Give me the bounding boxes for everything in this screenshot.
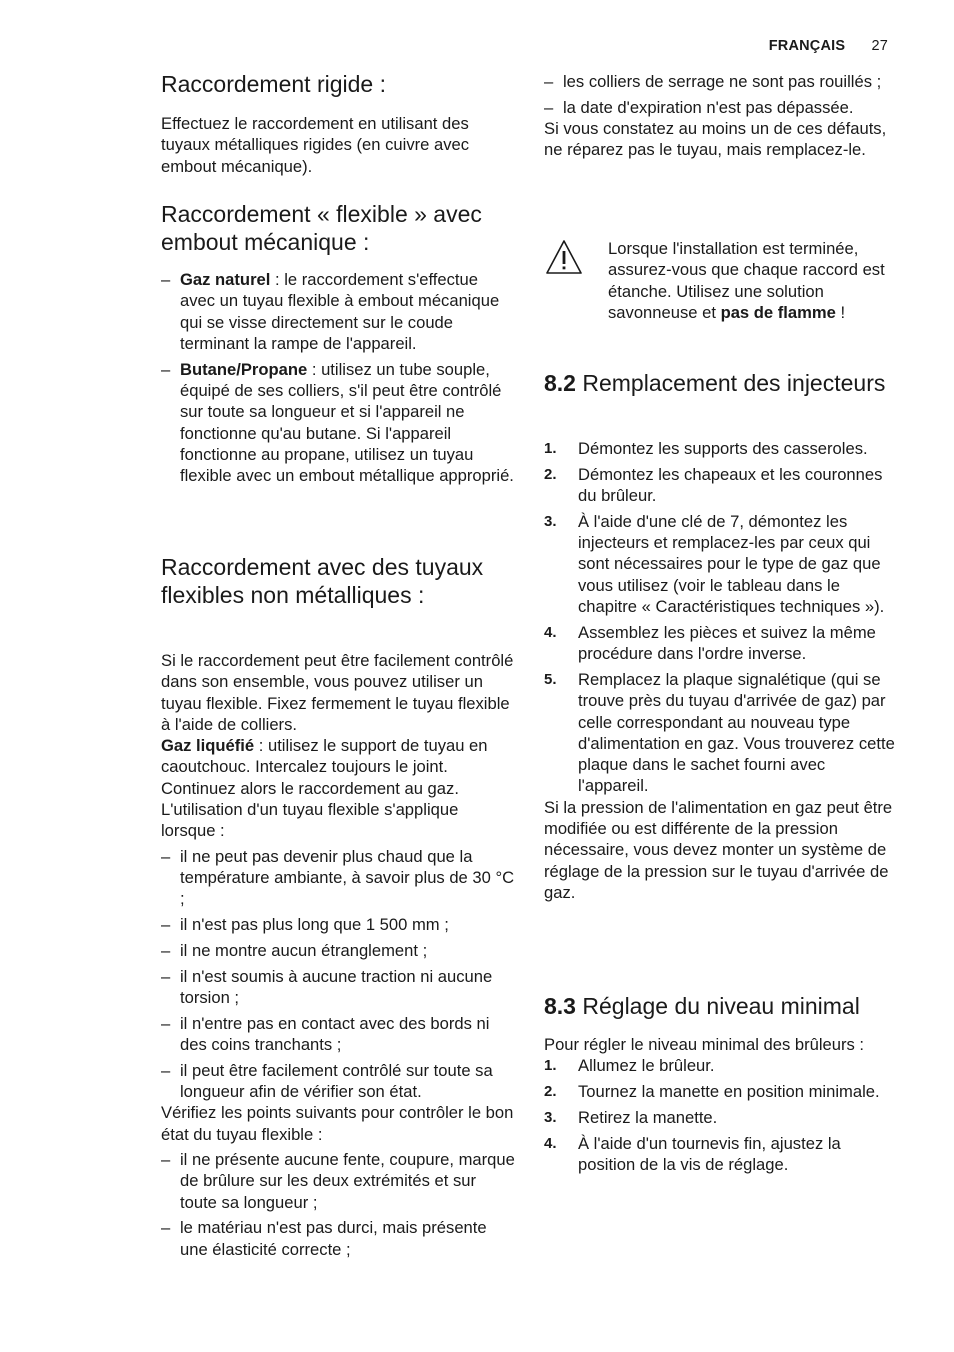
gas-type-label: Butane/Propane [180,359,308,379]
paragraph: Si la pression de l'alimentation en gaz peut être modifiée ou est différente de la pression nécessaire, vous devez monter un système de réglage de la pression sur le tuyau d'arrivée de gaz. [544,797,893,902]
step-text: Assemblez les pièces et suivez la même procédure dans l'ordre inverse. [578,622,876,664]
injectors-steps [544,438,896,797]
warning-text-end: ! [835,302,846,322]
right-top-content [544,71,896,161]
list-item: – il ne présente aucune fente, coupure, marque de brûlure sur les deux extrémités et sur toute sa longueur ; [161,1149,516,1213]
step-number: 3. [544,1108,557,1126]
section-number: 8.2 [544,370,576,396]
step-item [544,464,896,507]
step-number: 4. [544,1134,557,1152]
list-item: – il n'entre pas en contact avec des bords ni des coins tranchants ; [161,1013,516,1056]
list-item: – il n'est soumis à aucune traction ni aucune torsion ; [161,966,516,1009]
paragraph [161,735,516,841]
warning-triangle-icon [544,238,608,323]
section-title-non-metal: Raccordement avec des tuyaux flexibles non métalliques : [161,554,484,608]
warning-text [608,238,896,323]
step-text: À l'aide d'un tournevis fin, ajustez la position de la vis de réglage. [578,1133,841,1174]
step-item [544,622,896,665]
gas-type-label: Gaz liquéfié [161,736,255,756]
list-item: – il peut être facilement contrôlé sur toute sa longueur afin de vérifier son état. [161,1060,516,1103]
step-number: 4. [544,623,557,641]
paragraph: Si le raccordement peut être facilement contrôlé dans son ensemble, vous pouvez utiliser un tuyau flexible. Fixez fermement le tuyau flexible à l'aide de colliers. [161,651,514,734]
section-title-8-3 [544,993,896,1021]
list-item: – les colliers de serrage ne sont pas rouillés ; [544,71,896,92]
step-number: 2. [544,465,557,483]
list-item: – il n'est pas plus long que 1 500 mm ; [161,914,516,935]
paragraph-text: : utilisez le support de tuyau en caoutchouc. Intercalez toujours le joint. Continuez alors le raccordement au gaz. L'utilisation d'un tuyau flexible s'applique lorsque : [161,736,488,841]
step-item [544,1107,896,1128]
section-title-flexible-mechanical: Raccordement « flexible » avec embout mécanique : [161,201,482,255]
list-item: – la date d'expiration n'est pas dépassée. [544,97,896,118]
warning-emphasis: pas de flamme [720,302,836,322]
non-metal-content [161,650,516,1265]
page-number: 27 [871,38,888,54]
step-item [544,1081,896,1102]
section-title-text: Réglage du niveau minimal [575,993,860,1019]
step-text: Tournez la manette en position minimale. [578,1082,880,1102]
paragraph: Pour régler le niveau minimal des brûleurs : [544,1035,865,1054]
rigid-body: Effectuez le raccordement en utilisant des tuyaux métalliques rigides (en cuivre avec embout mécanique). [161,114,470,176]
step-item [544,1133,896,1176]
page-header [769,38,888,54]
step-item [544,438,896,459]
step-number: 5. [544,670,557,688]
list-item [161,359,516,487]
list-item: – le matériau n'est pas durci, mais présente une élasticité correcte ; [161,1217,516,1260]
step-item [544,511,896,617]
flexible-mechanical-list [161,269,516,491]
section-number: 8.3 [544,993,576,1019]
list-item: – il ne peut pas devenir plus chaud que la température ambiante, à savoir plus de 30 °C ; [161,846,516,910]
step-text: Démontez les supports des casseroles. [578,439,868,458]
warning-text-main: Lorsque l'installation est terminée, assurez-vous que chaque raccord est étanche. Utilisez une solution savonneuse et [608,239,885,322]
section-title-text: Remplacement des injecteurs [575,370,886,396]
step-item [544,669,896,797]
warning-box [544,238,896,323]
checks-list-continued [544,71,896,118]
language-label: FRANÇAIS [768,38,846,54]
step-item [544,1055,896,1076]
list-item [161,269,516,354]
list-item: – il ne montre aucun étranglement ; [161,940,516,961]
section-title-8-2 [544,370,896,398]
step-text: À l'aide d'une clé de 7, démontez les injecteurs et remplacez-les par ceux qui sont nécessaires pour le type de gaz que vous utilisez (voir le tableau dans le chapitre « Caractéristiques techniques »). [578,511,885,617]
checks-list [161,1149,516,1260]
min-level-steps [544,1055,896,1175]
paragraph: Si vous constatez au moins un de ces défauts, ne réparez pas le tuyau, mais remplacez-le. [544,119,887,160]
step-number: 1. [544,1057,557,1075]
step-text: Allumez le brûleur. [578,1056,715,1076]
injectors-content [544,438,896,903]
step-number: 2. [544,1083,557,1101]
step-number: 3. [544,512,557,530]
list-item-text: : utilisez un tube souple, équipé de ses colliers, s'il peut être contrôlé sur toute sa longueur et si l'appareil ne fonctionne qu'au butane. Si l'appareil fonctionne au propane, utilisez un tuyau flexible avec un embout métallique approprié. [180,359,514,486]
step-text: Retirez la manette. [578,1107,718,1127]
step-text: Remplacez la plaque signalétique (qui se trouve près du tuyau d'arrivée de gaz) par celle correspondant au nouveau type d'alimentation en gaz. Vous trouverez cette plaque dans le sachet fourni avec l'appareil. [578,669,895,796]
step-number: 1. [544,440,557,457]
conditions-list [161,846,516,1103]
section-title-rigid: Raccordement rigide : [161,71,386,97]
step-text: Démontez les chapeaux et les couronnes du brûleur. [578,464,883,506]
paragraph: Vérifiez les points suivants pour contrôler le bon état du tuyau flexible : [161,1103,514,1144]
gas-type-label: Gaz naturel [180,270,271,289]
min-level-content [544,1034,896,1180]
list-item-text: : le raccordement s'effectue avec un tuyau flexible à embout mécanique qui se visse directement sur le coude terminant la rampe de l'appareil. [180,270,500,353]
